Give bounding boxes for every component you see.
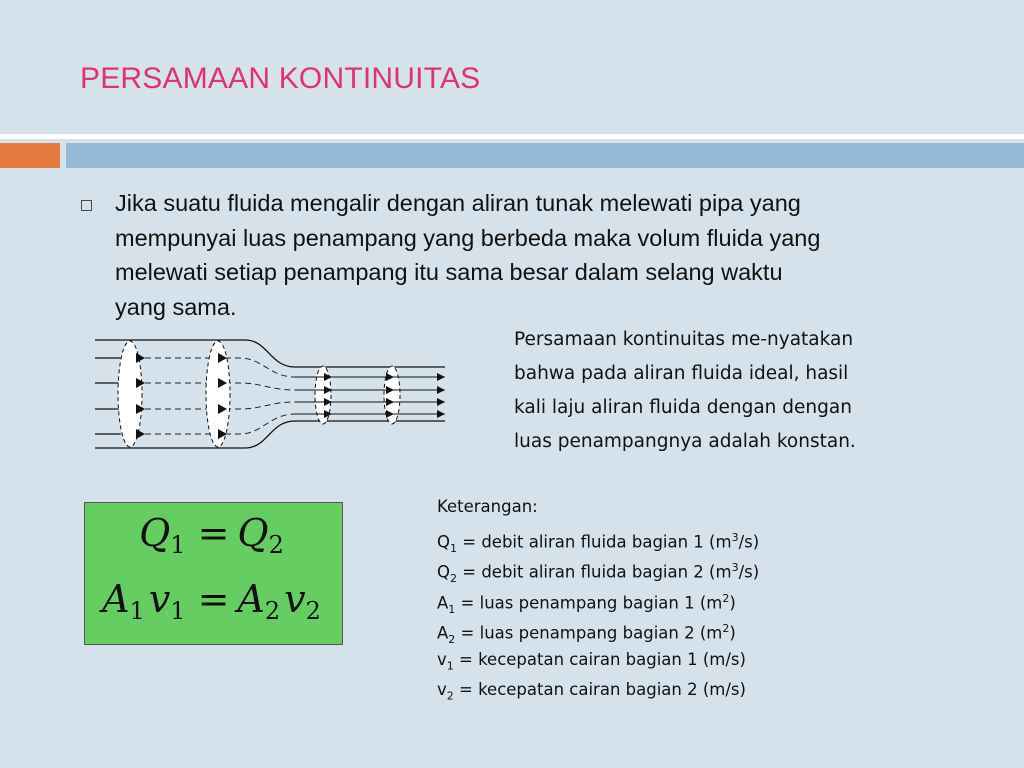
legend-item-q2: $Q_2$ = debit aliran fluida bagian 2 $(m^3/s)$ <box>437 561 760 585</box>
explanation-text <box>514 323 954 459</box>
legend <box>437 492 759 706</box>
equation-box <box>84 502 343 645</box>
legend-item-a1: $A_1$ = luas penampang bagian 1 $(m^2)$ <box>437 591 736 616</box>
explanation-line: Persamaan kontinuitas me-nyatakan <box>514 329 854 350</box>
legend-item-v1: $v_1$ = kecepatan cairan bagian 1 (m/s) <box>437 649 746 672</box>
equation-area-velocity: A1 v1 = A2 v2 <box>102 577 321 625</box>
bullet-line: melewati setiap penampang itu sama besar dalam selang waktu <box>115 259 783 285</box>
bullet-paragraph <box>115 186 995 324</box>
legend-heading: Keterangan: <box>437 497 538 516</box>
bullet-line: Jika suatu fluida mengalir dengan aliran tunak melewati pipa yang <box>115 190 801 216</box>
slide-title: PERSAMAAN KONTINUITAS <box>80 62 481 95</box>
bullet-line: yang sama. <box>115 293 237 320</box>
equation-flow-rate: Q1 = Q2 <box>139 511 284 559</box>
bullet-square-icon <box>81 200 92 211</box>
explanation-line: kali laju aliran fluida dengan dengan <box>514 397 852 418</box>
legend-item-a2: $A_2$ = luas penampang bagian 2 $(m^2)$ <box>437 622 736 646</box>
pipe-flow-diagram <box>90 330 455 458</box>
accent-band-blue <box>66 143 1024 168</box>
accent-band-orange <box>0 143 60 168</box>
divider-line <box>0 134 1024 139</box>
legend-item-v2: $v_2$ = kecepatan cairan bagian 2 (m/s) <box>437 680 746 703</box>
pipe-wall-top <box>95 340 445 367</box>
explanation-line: luas penampangnya adalah konstan. <box>514 431 856 452</box>
legend-item-q1: $Q_1$ = debit aliran fluida bagian 1 $(m^3/s)$ <box>437 530 760 555</box>
explanation-line: bahwa pada aliran fluida ideal, hasil <box>514 363 849 384</box>
bullet-line: mempunyai luas penampang yang berbeda maka volum fluida yang <box>115 224 821 251</box>
